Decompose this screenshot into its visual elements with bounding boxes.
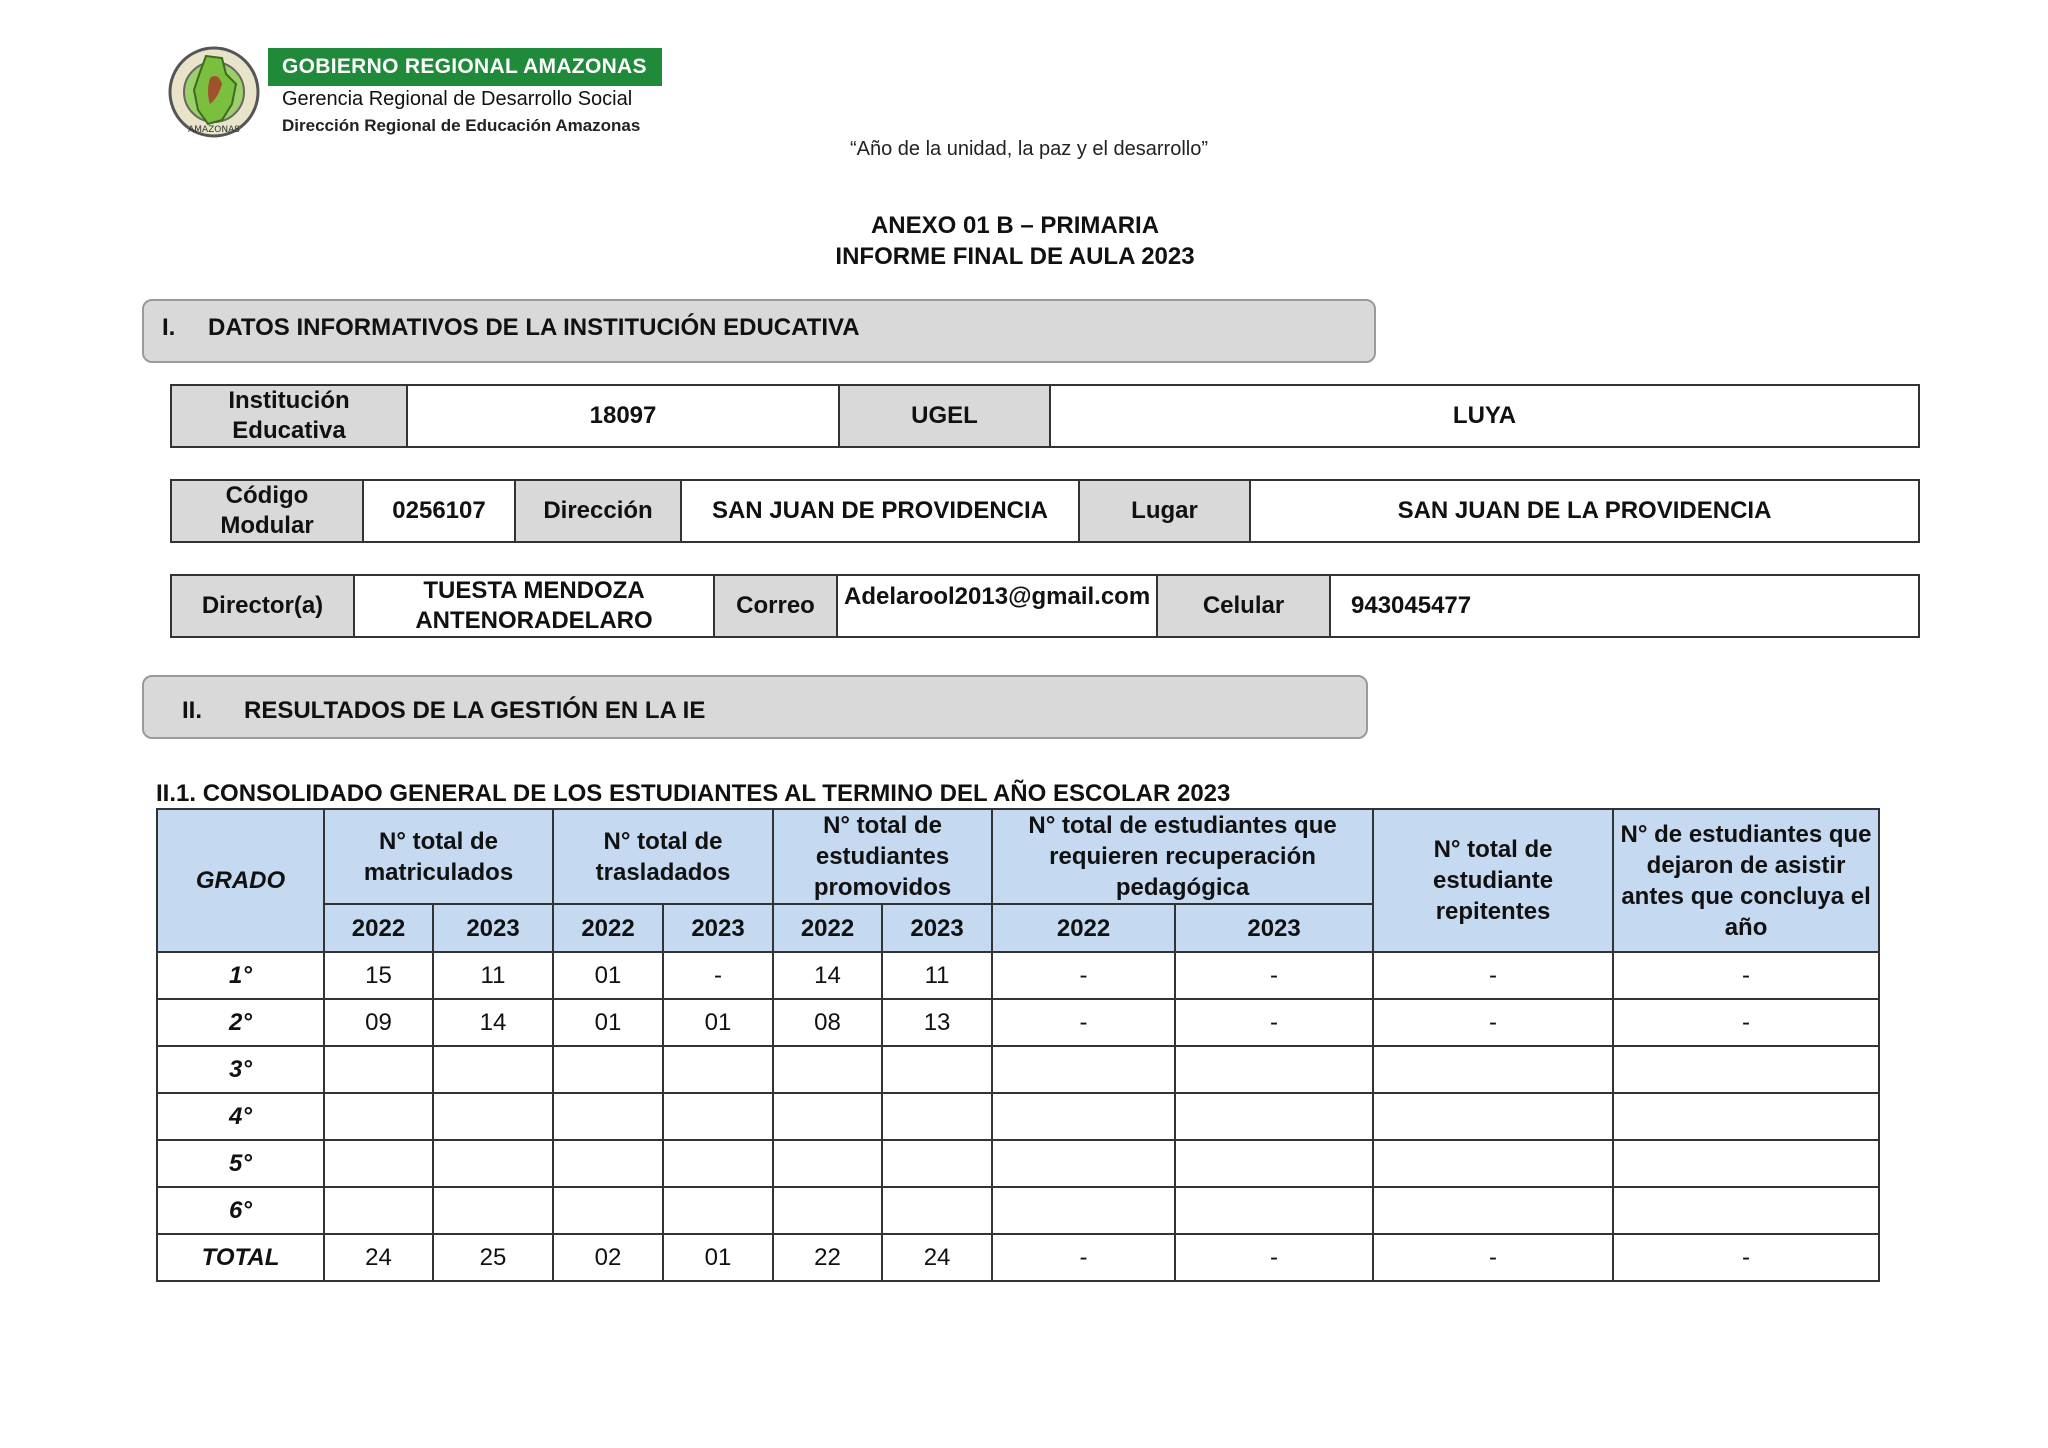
table-cell xyxy=(553,1093,663,1140)
header-recuperacion: N° total de estudiantes que requieren recuperación pedagógica xyxy=(992,809,1373,904)
section-1-header xyxy=(142,299,1376,363)
table-cell xyxy=(324,1140,433,1187)
table-row xyxy=(157,952,1879,999)
table-cell xyxy=(433,1187,553,1234)
table-cell: 25 xyxy=(433,1234,553,1281)
codigo-value: 0256107 xyxy=(363,480,515,542)
table-cell: - xyxy=(1373,952,1613,999)
table-cell xyxy=(1373,1140,1613,1187)
grade-cell: 2° xyxy=(157,999,324,1046)
direccion-value: SAN JUAN DE PROVIDENCIA xyxy=(681,480,1079,542)
table-cell xyxy=(1175,1046,1373,1093)
table-cell xyxy=(1175,1187,1373,1234)
table-cell xyxy=(663,1140,773,1187)
table-cell xyxy=(1613,1187,1879,1234)
table-cell: 24 xyxy=(324,1234,433,1281)
table-cell xyxy=(773,1093,882,1140)
table-cell: 14 xyxy=(773,952,882,999)
regional-seal-logo xyxy=(166,44,262,140)
table-cell: 24 xyxy=(882,1234,992,1281)
correo-value: Adelarool2013@gmail.com xyxy=(837,575,1157,637)
table-cell xyxy=(663,1093,773,1140)
grade-cell: 5° xyxy=(157,1140,324,1187)
header-matriculados: N° total de matriculados xyxy=(324,809,553,904)
subsection-title: II.1. CONSOLIDADO GENERAL DE LOS ESTUDIANTES AL TERMINO DEL AÑO ESCOLAR 2023 xyxy=(156,780,1231,807)
grade-cell: 6° xyxy=(157,1187,324,1234)
table-cell: - xyxy=(992,952,1175,999)
table-row xyxy=(157,1046,1879,1093)
celular-value: 943045477 xyxy=(1330,575,1919,637)
table-cell: 14 xyxy=(433,999,553,1046)
info-row-institution xyxy=(170,384,1920,448)
director-value: TUESTA MENDOZA ANTENORADELARO xyxy=(354,575,714,637)
table-cell xyxy=(992,1046,1175,1093)
table-cell xyxy=(553,1187,663,1234)
table-cell: 01 xyxy=(663,999,773,1046)
table-row xyxy=(157,1234,1879,1281)
header-year-2023: 2023 xyxy=(433,904,553,952)
header-year-2023: 2023 xyxy=(663,904,773,952)
ugel-value: LUYA xyxy=(1050,385,1919,447)
table-cell xyxy=(324,1093,433,1140)
table-cell xyxy=(882,1187,992,1234)
lugar-label: Lugar xyxy=(1079,480,1250,542)
header-year-2022: 2022 xyxy=(992,904,1175,952)
table-cell xyxy=(992,1187,1175,1234)
grade-cell: 4° xyxy=(157,1093,324,1140)
title-line-1: ANEXO 01 B – PRIMARIA xyxy=(870,212,1160,239)
header-dejaron: N° de estudiantes que dejaron de asistir antes que concluya el año xyxy=(1613,809,1879,952)
header-year-2023: 2023 xyxy=(882,904,992,952)
info-row-director xyxy=(170,574,1920,638)
grade-cell: 1° xyxy=(157,952,324,999)
table-cell xyxy=(773,1140,882,1187)
header-grado: GRADO xyxy=(157,809,324,952)
section-2-number: II. xyxy=(182,697,203,724)
section-1-number: I. xyxy=(162,314,176,341)
year-motto: “Año de la unidad, la paz y el desarrollo” xyxy=(850,138,1208,160)
document-title xyxy=(0,210,2030,272)
table-cell: - xyxy=(1613,952,1879,999)
table-cell: - xyxy=(1613,1234,1879,1281)
table-cell xyxy=(773,1187,882,1234)
header-promovidos: N° total de estudiantes promovidos xyxy=(773,809,992,904)
table-cell xyxy=(553,1140,663,1187)
table-cell xyxy=(663,1046,773,1093)
header-year-2022: 2022 xyxy=(553,904,663,952)
table-cell: - xyxy=(1373,1234,1613,1281)
header-repitentes: N° total de estudiante repitentes xyxy=(1373,809,1613,952)
section-2-title: RESULTADOS DE LA GESTIÓN EN LA IE xyxy=(244,697,706,724)
table-cell xyxy=(992,1140,1175,1187)
table-cell xyxy=(1373,1187,1613,1234)
table-cell: - xyxy=(992,1234,1175,1281)
org-department: Dirección Regional de Educación Amazonas xyxy=(282,116,641,135)
table-cell xyxy=(433,1140,553,1187)
table-cell xyxy=(433,1046,553,1093)
table-row xyxy=(157,1093,1879,1140)
table-cell: - xyxy=(1175,952,1373,999)
table-cell xyxy=(882,1093,992,1140)
lugar-value: SAN JUAN DE LA PROVIDENCIA xyxy=(1250,480,1919,542)
table-cell: 09 xyxy=(324,999,433,1046)
table-cell xyxy=(433,1093,553,1140)
table-cell xyxy=(1613,1140,1879,1187)
table-cell: - xyxy=(1175,1234,1373,1281)
table-cell: - xyxy=(1373,999,1613,1046)
table-cell: 13 xyxy=(882,999,992,1046)
codigo-label: Código Modular xyxy=(171,480,363,542)
table-cell: - xyxy=(1613,999,1879,1046)
org-subtitle: Gerencia Regional de Desarrollo Social xyxy=(282,88,633,110)
table-row xyxy=(157,1140,1879,1187)
table-cell: - xyxy=(992,999,1175,1046)
table-cell xyxy=(553,1046,663,1093)
table-cell xyxy=(882,1046,992,1093)
ie-label: Institución Educativa xyxy=(171,385,407,447)
table-cell: 22 xyxy=(773,1234,882,1281)
table-cell xyxy=(663,1187,773,1234)
table-cell xyxy=(1373,1046,1613,1093)
table-cell: 08 xyxy=(773,999,882,1046)
table-cell: 01 xyxy=(553,952,663,999)
section-1-title: DATOS INFORMATIVOS DE LA INSTITUCIÓN EDUCATIVA xyxy=(208,314,860,341)
table-cell xyxy=(324,1046,433,1093)
ugel-label: UGEL xyxy=(839,385,1050,447)
header-year-2022: 2022 xyxy=(773,904,882,952)
table-cell: - xyxy=(1175,999,1373,1046)
table-row xyxy=(157,999,1879,1046)
celular-label: Celular xyxy=(1157,575,1330,637)
table-cell xyxy=(1613,1093,1879,1140)
table-cell xyxy=(992,1093,1175,1140)
table-cell: 01 xyxy=(663,1234,773,1281)
header-trasladados: N° total de trasladados xyxy=(553,809,773,904)
table-cell: 02 xyxy=(553,1234,663,1281)
table-cell: 11 xyxy=(882,952,992,999)
table-cell: 01 xyxy=(553,999,663,1046)
table-cell xyxy=(1175,1093,1373,1140)
section-2-header xyxy=(142,675,1368,739)
table-cell xyxy=(324,1187,433,1234)
grade-cell: TOTAL xyxy=(157,1234,324,1281)
table-cell: - xyxy=(663,952,773,999)
svg-text:AMAZONAS: AMAZONAS xyxy=(188,125,240,135)
direccion-label: Dirección xyxy=(515,480,681,542)
table-cell xyxy=(1175,1140,1373,1187)
info-row-code xyxy=(170,479,1920,543)
table-cell xyxy=(882,1140,992,1187)
table-cell xyxy=(1373,1093,1613,1140)
title-line-2: INFORME FINAL DE AULA 2023 xyxy=(835,243,1195,270)
org-name-banner: GOBIERNO REGIONAL AMAZONAS xyxy=(268,48,662,86)
grade-cell: 3° xyxy=(157,1046,324,1093)
table-cell xyxy=(773,1046,882,1093)
table-cell: 15 xyxy=(324,952,433,999)
students-consolidated-table xyxy=(156,808,1880,1282)
correo-label: Correo xyxy=(714,575,837,637)
director-label: Director(a) xyxy=(171,575,354,637)
header-year-2022: 2022 xyxy=(324,904,433,952)
header-year-2023: 2023 xyxy=(1175,904,1373,952)
table-cell: 11 xyxy=(433,952,553,999)
ie-value: 18097 xyxy=(407,385,839,447)
table-row xyxy=(157,1187,1879,1234)
table-cell xyxy=(1613,1046,1879,1093)
